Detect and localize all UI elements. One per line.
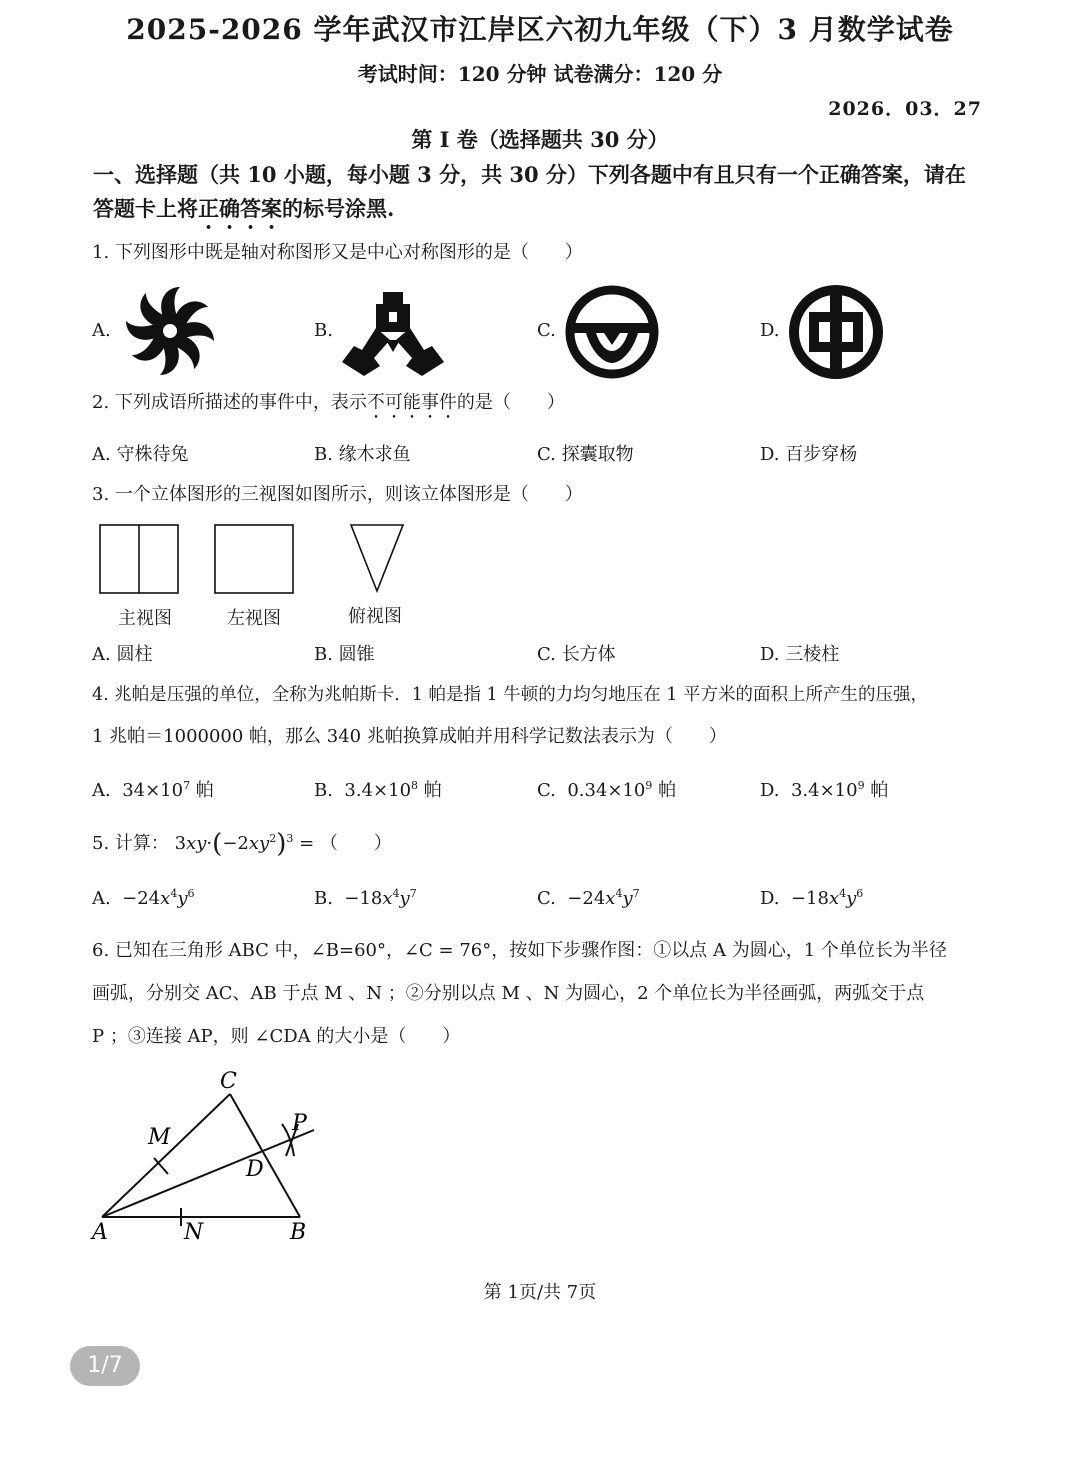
label-n: N — [184, 1220, 204, 1245]
q6-stem-line-3: P ；③连接 AP，则 ∠CDA 的大小是（ ） — [92, 1026, 461, 1047]
q3-front-view-figure — [98, 523, 182, 595]
exam-date: 2026．03．27 — [828, 98, 982, 120]
q1-label-d: D. — [760, 320, 780, 341]
instruction-line-1: 一、选择题（共 10 小题，每小题 3 分，共 30 分）下列各题中有且只有一个正确答案，请在 — [93, 162, 966, 187]
page-footer: 第 1页/共 7页 — [483, 1282, 597, 1303]
q1-stem: 1. 下列图形中既是轴对称图形又是中心对称图形的是（ ） — [92, 242, 583, 263]
q2-stem-after: 的是（ ） — [456, 392, 565, 413]
q3-top-view-figure — [348, 523, 408, 595]
q5-stem-suffix: = （ ） — [293, 833, 392, 854]
q3-stem: 3. 一个立体图形的三视图如图所示，则该立体图形是（ ） — [92, 484, 583, 505]
q5-stem-prefix: 5. 计算： — [92, 833, 169, 854]
q4-stem-line-2: 1 兆帕＝1000000 帕，那么 340 兆帕换算成帕并用科学记数法表示为（ ） — [92, 726, 727, 747]
q2-option-a: A. 守株待兔 — [92, 444, 189, 465]
q5-option-d: D. $-18x^4y^6$ — [760, 887, 864, 909]
q6-stem-line-1: 6. 已知在三角形 ABC 中，∠B=60°，∠C = 76°，按如下步骤作图：①以点 A 为圆心，1 个单位长为半径 — [92, 940, 947, 961]
q5-option-c: C. $-24x^4y^7$ — [537, 887, 640, 909]
label-c: C — [220, 1069, 237, 1094]
q3-option-a: A. 圆柱 — [92, 644, 153, 665]
q2-option-c: C. 探囊取物 — [537, 444, 634, 465]
exam-subtitle: 考试时间：120 分钟 试卷满分：120 分 — [357, 62, 723, 86]
q1-label-b: B. — [314, 320, 333, 341]
q1-label-c: C. — [537, 320, 556, 341]
q3-caption-front: 主视图 — [118, 608, 172, 629]
q3-caption-side: 左视图 — [227, 608, 281, 629]
label-d: D — [246, 1157, 264, 1182]
section-instruction — [93, 158, 988, 234]
label-b: B — [290, 1220, 307, 1245]
q2-stem — [92, 390, 987, 423]
section-title: 第 I 卷（选择题共 30 分） — [411, 127, 669, 152]
q4-option-b: B. $3.4\times 10^8$ 帕 — [314, 779, 442, 801]
q1-circle-emblem-icon — [562, 283, 662, 381]
q4-option-c: C. $0.34\times 10^9$ 帕 — [537, 779, 677, 801]
instruction-suffix: 的标号涂黑. — [282, 196, 395, 221]
q2-stem-before: 2. 下列成语所描述的事件中，表示 — [92, 392, 367, 413]
q4-stem-line-1: 4. 兆帕是压强的单位，全称为兆帕斯卡．1 帕是指 1 牛顿的力均匀地压在 1 平方米的面积上所产生的压强， — [92, 685, 928, 705]
instruction-line-2 — [93, 192, 988, 234]
q5-expression: $3xy\cdot(-2xy^2)^3$ — [168, 829, 294, 859]
q4-option-a: A. $34\times 10^7$ 帕 — [92, 779, 214, 801]
side-ac — [102, 1094, 230, 1217]
q2-option-d: D. 百步穿杨 — [760, 444, 858, 465]
q3-caption-top: 俯视图 — [348, 606, 402, 627]
page-indicator[interactable]: 1/7 — [70, 1346, 140, 1386]
q3-side-view-figure — [213, 523, 297, 595]
exam-title: 2025-2026 学年武汉市江岸区六初九年级（下）3 月数学试卷 — [126, 13, 954, 46]
q3-option-c: C. 长方体 — [537, 644, 616, 665]
q1-bank-coin-icon — [786, 283, 886, 381]
q4-option-d: D. $3.4\times 10^9$ 帕 — [760, 779, 889, 801]
q1-label-a: A. — [92, 320, 111, 341]
q6-stem-line-2: 画弧，分别交 AC、AB 于点 M 、N ；②分别以点 M 、N 为圆心，2 个单位长为半径画弧，两弧交于点 — [92, 983, 925, 1004]
q3-option-b: B. 圆锥 — [314, 644, 375, 665]
label-a: A — [92, 1220, 108, 1245]
q5-option-a: A. $-24x^4y^6$ — [92, 887, 195, 909]
q2-stem-emphasis: 不可能事件 — [366, 392, 457, 413]
instruction-emphasis: 正确答案 — [198, 196, 282, 221]
label-m: M — [148, 1125, 171, 1150]
q1-pinwheel-flower-icon — [118, 283, 222, 379]
q6-triangle-figure — [88, 1064, 328, 1248]
side-cb — [230, 1094, 300, 1217]
q1-tri-block-icon — [340, 288, 446, 376]
q5-stem — [92, 828, 987, 860]
label-p: P — [292, 1111, 307, 1136]
instruction-prefix: 答题卡上将 — [93, 196, 198, 221]
q2-option-b: B. 缘木求鱼 — [314, 444, 411, 465]
q5-option-b: B. $-18x^4y^7$ — [314, 887, 417, 909]
q3-option-d: D. 三棱柱 — [760, 644, 840, 665]
ray-ap — [102, 1130, 314, 1217]
